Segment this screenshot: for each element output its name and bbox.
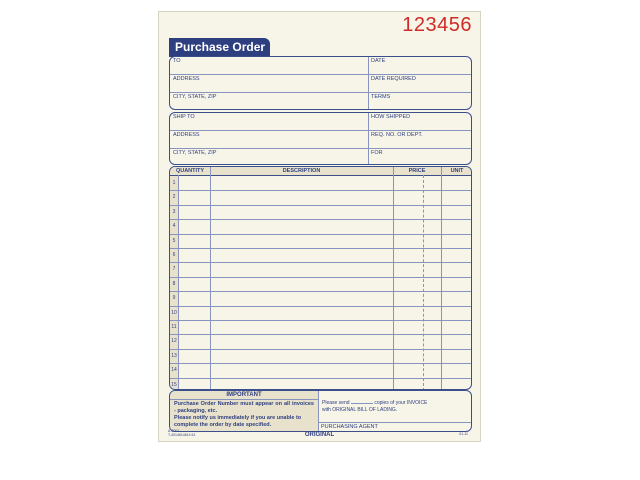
row-line [170, 378, 472, 379]
ship-address-label: ADDRESS [173, 132, 200, 138]
po-number: 123456 [402, 14, 472, 36]
important-heading: IMPORTANT [226, 392, 262, 398]
row-number: 11 [171, 324, 177, 330]
row-line [170, 363, 472, 364]
to-label: TO [173, 58, 181, 64]
terms-label: TERMS [371, 94, 391, 100]
send-copies-part-1: Please send [322, 400, 350, 406]
important-line-2: Please notify us immediately if you are unable to complete the order by date specified. [174, 415, 302, 428]
row-number: 3 [172, 208, 176, 215]
row-number: 2 [172, 194, 176, 201]
quantity-header: QUANTITY [175, 168, 205, 174]
city-state-zip-label: CITY, STATE, ZIP [173, 94, 217, 100]
ship-city-state-zip-label: CITY, STATE, ZIP [173, 150, 217, 156]
purchase-order-form [158, 11, 481, 442]
row-number: 12 [171, 338, 177, 345]
price-header: PRICE [408, 168, 426, 174]
unit-header: UNIT [450, 168, 464, 174]
send-copies-part-2: copies of your INVOICE [374, 400, 428, 406]
copy-label: ORIGINAL [304, 432, 335, 438]
row-line [170, 277, 472, 278]
row-number: 10 [171, 309, 177, 316]
row-line [170, 219, 472, 220]
row-number: 9 [172, 295, 176, 302]
description-header: DESCRIPTION [282, 168, 321, 174]
date-label: DATE [371, 58, 386, 64]
row-number: 14 [171, 367, 177, 374]
req-no-label: REQ. NO. OR DEPT. [371, 132, 423, 138]
vendor-box [169, 56, 472, 110]
row-number: 8 [172, 280, 176, 287]
row-line [170, 291, 472, 292]
row-number: 13 [171, 352, 177, 359]
ship-to-box [169, 112, 472, 165]
row-line [170, 234, 472, 235]
row-line [170, 320, 472, 321]
for-label: FOR [371, 150, 383, 156]
ship-to-label: SHIP TO [173, 114, 195, 120]
row-number: 7 [172, 266, 176, 273]
date-required-label: DATE REQUIRED [371, 76, 416, 82]
form-title: Purchase Order [169, 38, 270, 57]
footer-code-right: 01-11 [459, 432, 468, 436]
notes-box [169, 390, 472, 432]
row-line [170, 306, 472, 307]
send-copies-text [322, 400, 472, 413]
row-line [170, 205, 472, 206]
row-number: 1 [172, 180, 176, 186]
row-number: 15 [171, 381, 177, 388]
row-number: 5 [172, 237, 176, 244]
footer-code-2: T-4014614614 61 [168, 433, 196, 437]
address-label: ADDRESS [173, 76, 200, 82]
how-shipped-label: HOW SHIPPED [371, 114, 411, 120]
row-line [170, 334, 472, 335]
purchasing-agent-label: PURCHASING AGENT [321, 424, 378, 430]
row-line [170, 190, 472, 191]
items-table [169, 166, 472, 390]
footer-code-1: A-0001 [168, 429, 180, 433]
row-line [170, 262, 472, 263]
send-copies-part-3: with ORIGINAL BILL OF LADING. [322, 406, 398, 413]
row-number: 6 [172, 252, 176, 258]
row-line [170, 248, 472, 249]
row-number: 4 [172, 223, 176, 230]
important-line-1: Purchase Order Number must appear on all invoices - packaging, etc. [174, 401, 314, 414]
row-line [170, 349, 472, 350]
